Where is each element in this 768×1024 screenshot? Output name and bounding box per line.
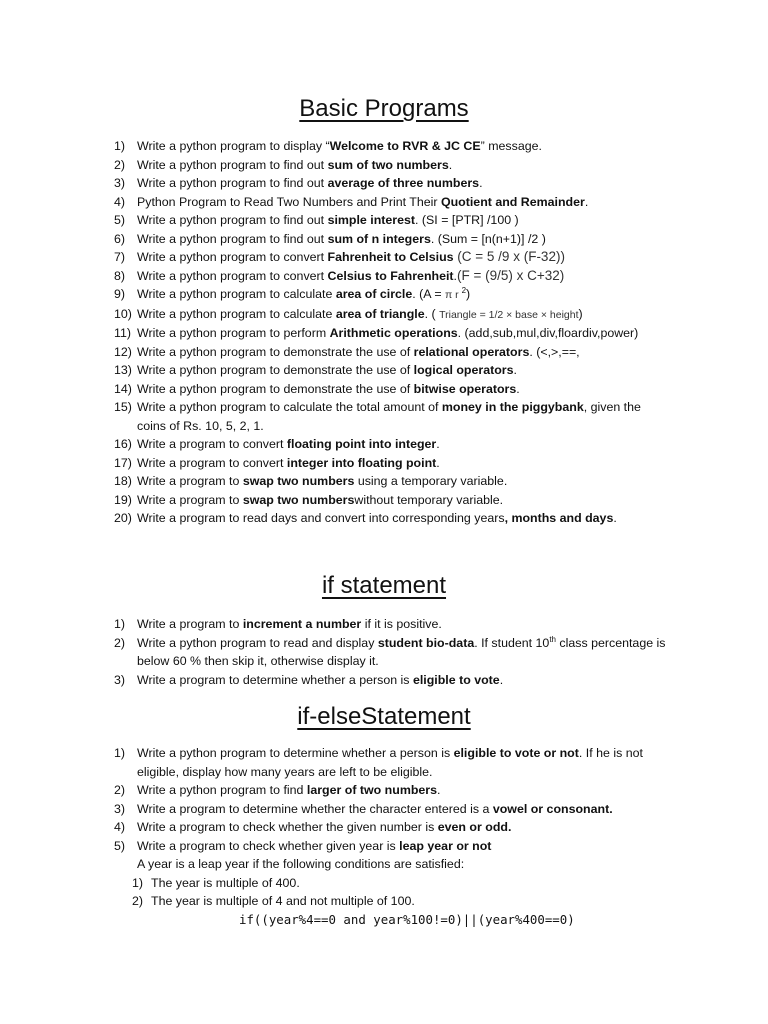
item-number: 2) [114,783,126,797]
list-item [104,781,670,800]
item-text: Write a program to convert [137,455,287,470]
item-text: . If he is not eligible, display how many years are left to be eligible. [137,746,643,779]
list-item [104,211,670,230]
item-text: if it is positive. [361,617,442,631]
bold-text: , months and days [504,511,614,525]
item-number: 4) [114,820,126,834]
item-text: Write a python program to demonstrate the use of [137,344,414,359]
item-number: 1) [114,617,126,631]
bold-text: relational operators [413,344,530,359]
list-item [104,193,670,212]
item-number: 1) [114,139,126,153]
item-text: using a temporary variable. [354,474,508,488]
if-statement-list [104,615,670,689]
item-number: 1) [114,746,126,760]
bold-text: Arithmetic operations [329,326,458,340]
item-text: Triangle = 1/2 × base × height [439,308,579,321]
bold-text: even or odd. [437,820,512,834]
item-text: . ( [424,306,440,321]
item-text: Write a python program to find out [137,176,328,190]
item-text: . (Sum = [n(n+1)] /2 ) [430,231,546,246]
bold-text: sum of two numbers [327,157,449,172]
item-number: 12) [114,344,132,359]
bold-text: Welcome to RVR & JC CE [329,139,481,153]
item-number: 2) [114,157,126,172]
item-number: 6) [114,231,126,246]
list-item [104,267,670,286]
item-text: . [436,455,440,470]
list-item [104,305,670,325]
bold-text: Fahrenheit to Celsius [327,250,454,264]
item-number: 18) [114,474,132,488]
item-text: Write a python program to perform [137,326,330,340]
item-number: 5) [114,213,126,227]
list-item [104,285,670,305]
item-text: . [448,157,453,172]
item-text: Write a python program to determine whether a person is [137,746,454,760]
bold-text: swap two numbers [242,474,355,488]
item-number: 14) [114,381,132,396]
item-text: (F = (9/5) x C+32) [457,267,565,283]
condition-text: The year is multiple of 4 and not multiple of 100. [151,894,415,908]
item-text: . (add,sub,mul,div,floardiv,power) [457,326,639,340]
leap-year-code: if((year%4==0 and year%100!=0)||(year%400==0) [239,911,575,927]
item-text: Write a python program to demonstrate the use of [137,363,414,377]
item-text: . [516,381,520,396]
condition-text: The year is multiple of 400. [151,875,300,890]
item-text: . [437,783,441,797]
item-text: ) [578,306,583,321]
bold-text: average of three numbers [327,176,480,190]
item-text: Write a python program to find out [137,231,328,246]
item-text: Write a program to determine whether a person is [137,672,413,687]
bold-text: student bio-data [377,635,475,650]
item-text: . (A = [412,287,445,301]
item-text: Write a python program to demonstrate the use of [137,381,414,396]
list-item [104,156,670,175]
bold-text: area of circle [335,287,413,301]
bold-text: area of triangle [335,306,425,321]
item-text: . [436,437,440,451]
list-item [104,398,670,435]
item-text: . [453,268,457,283]
item-text: Write a python program to find out [137,213,328,227]
list-item [104,137,670,156]
item-text: , given the coins of Rs. 10, 5, 2, 1. [137,400,641,433]
item-text: th [549,634,556,644]
bold-text: leap year or not [399,838,492,853]
section-title-basic-programs: Basic Programs [299,95,469,122]
item-number: 7) [114,250,126,264]
item-number: 13) [114,363,132,377]
bold-text: floating point into integer [286,437,437,451]
item-text: Write a python program to find out [137,157,328,172]
item-number: 16) [114,437,132,451]
item-number: 4) [114,194,126,209]
item-text: Write a program to check whether given year is [137,838,400,853]
section-title-if-statement: if statement [321,572,447,599]
item-text: ) [466,287,471,301]
item-text: π r [445,289,462,301]
item-number: 19) [114,492,132,507]
item-text: Write a program to check whether the given number is [137,820,438,834]
item-number: 3) [114,672,126,687]
item-text: Write a python program to read and display [137,635,378,650]
item-text: Write a python program to calculate the total amount of [137,400,442,414]
item-number: 8) [114,268,126,283]
item-text: . [584,194,589,209]
item-text: Write a program to read days and convert into corresponding years [137,511,505,525]
item-text: Write a python program to display “ [137,139,330,153]
bold-text: larger of two numbers [306,783,438,797]
item-text: Write a program to convert [137,437,287,451]
list-item [104,230,670,249]
list-item [104,435,670,454]
item-text: 2 [461,285,467,295]
item-text: Write a python program to convert [137,268,328,283]
list-item [104,324,670,343]
condition-number: 1) [132,875,144,890]
bold-text: simple interest [327,213,416,227]
leap-year-note: A year is a leap year if the following conditions are satisfied: [137,857,465,871]
list-item [104,174,670,193]
item-number: 10) [114,306,132,321]
item-text: Write a program to determine whether the character entered is a [137,801,493,816]
bold-text: Quotient and Remainder [440,194,585,209]
list-item [104,343,670,362]
item-text: Write a python program to find [137,783,307,797]
bold-text: swap two numbers [242,492,355,507]
section-title-if-else-statement: if-elseStatement [297,703,471,730]
item-number: 15) [114,400,132,414]
item-text: Write a program to [137,617,243,631]
item-text: without temporary variable. [354,492,504,507]
item-text: Write a python program to calculate [137,306,336,321]
item-text: ” message. [480,139,542,153]
list-item [104,380,670,399]
item-number: 2) [114,635,126,650]
item-number: 5) [114,838,126,853]
bold-text: logical operators [413,363,514,377]
bold-text: vowel or consonant. [492,801,613,816]
if-else-statement-list [104,744,670,929]
list-item [104,491,670,510]
item-number: 20) [114,511,132,525]
condition-item [104,874,670,893]
item-number: 3) [114,801,126,816]
list-item [104,800,670,819]
item-text: class percentage is below 60 % then skip it, otherwise display it. [137,635,666,668]
bold-text: money in the piggybank [441,400,584,414]
item-number: 17) [114,455,132,470]
list-item [104,509,670,528]
condition-number: 2) [132,894,144,908]
item-number: 9) [114,287,126,301]
list-item [104,744,670,781]
item-text: . [513,363,517,377]
bold-text: increment a number [242,617,362,631]
leap-year-conditions [104,874,670,911]
list-item [104,671,670,690]
item-text: . (<,>,==, [529,344,580,359]
item-number: 11) [114,326,131,340]
basic-programs-list [104,137,670,528]
bold-text: eligible to vote [412,672,500,687]
list-item [104,615,670,634]
condition-item [104,892,670,911]
list-item [104,454,670,473]
bold-text: Celsius to Fahrenheit [327,268,454,283]
list-item [104,472,670,491]
item-text: . (SI = [PTR] /100 ) [415,213,519,227]
item-text: . [499,672,504,687]
item-text: Python Program to Read Two Numbers and Print Their [137,194,441,209]
bold-text: integer into floating point [286,455,437,470]
item-text: . [613,511,617,525]
item-text: . [479,176,483,190]
bold-text: bitwise operators [413,381,517,396]
item-text: Write a python program to calculate [137,287,336,301]
list-item [104,361,670,380]
list-item [104,837,670,856]
item-text: Write a python program to convert [137,250,328,264]
list-item [104,634,670,671]
bold-text: sum of n integers [327,231,431,246]
item-number: 3) [114,176,126,190]
bold-text: eligible to vote or not [453,746,579,760]
item-text: . If student 10 [474,635,550,650]
item-text: Write a program to [137,492,243,507]
item-text: Write a program to [137,474,243,488]
list-item [104,818,670,837]
item-text: (C = 5 /9 x (F-32)) [453,249,565,264]
list-item [104,248,670,267]
